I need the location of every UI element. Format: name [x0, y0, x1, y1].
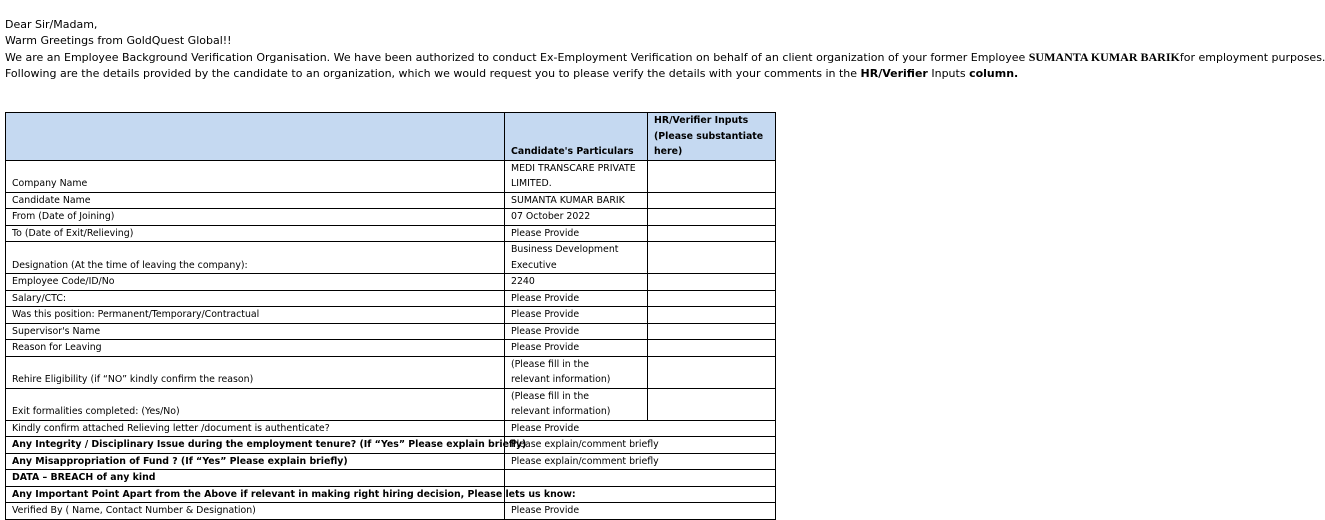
intro-line-1-suffix: for employment purposes.	[1179, 51, 1325, 64]
header-label-cell	[6, 113, 505, 161]
row-label: Kindly confirm attached Relieving letter /document is authenticate?	[6, 420, 505, 437]
table-row	[6, 453, 776, 470]
verifier-input-cell[interactable]	[648, 307, 776, 324]
verifier-input-cell[interactable]	[648, 323, 776, 340]
table-row	[6, 437, 776, 454]
header-verifier-line-2: (Please substantiate	[654, 130, 764, 142]
row-value-line-2: Executive	[511, 259, 557, 271]
row-value-line-2: relevant information)	[511, 406, 611, 417]
row-value: Please Provide	[505, 290, 648, 307]
row-value: Please Provide	[505, 503, 776, 520]
verifier-input-cell[interactable]	[648, 160, 776, 192]
intro-line-2-bold: HR/Verifier	[860, 67, 928, 80]
table-row	[6, 225, 776, 242]
row-value: Please explain/comment briefly	[505, 437, 776, 454]
verifier-input-cell[interactable]	[648, 274, 776, 291]
row-value-line-1: MEDI TRANSCARE PRIVATE	[511, 162, 636, 174]
table-header-row	[6, 113, 776, 161]
table-row	[6, 209, 776, 226]
table-row	[6, 503, 776, 520]
verifier-input-cell[interactable]	[648, 356, 776, 388]
row-label: Was this position: Permanent/Temporary/Contractual	[6, 307, 505, 324]
table-row	[6, 470, 776, 487]
row-label: Reason for Leaving	[6, 340, 505, 357]
row-value: 2240	[505, 274, 648, 291]
table-row	[6, 356, 776, 388]
table-row	[6, 274, 776, 291]
row-value-line-2: relevant information)	[511, 374, 611, 385]
greeting: Warm Greetings from GoldQuest Global!!	[5, 34, 232, 47]
row-value	[505, 242, 648, 274]
row-label: Salary/CTC:	[6, 290, 505, 307]
row-value: Please explain/comment briefly	[505, 453, 776, 470]
header-particulars: Candidate's Particulars	[505, 113, 648, 161]
row-value-line-1: (Please fill in the	[511, 390, 590, 402]
row-value	[505, 388, 648, 420]
row-label: From (Date of Joining)	[6, 209, 505, 226]
verifier-input-cell[interactable]	[648, 225, 776, 242]
row-value	[505, 160, 648, 192]
table-row	[6, 192, 776, 209]
row-value: Please Provide	[505, 420, 776, 437]
row-value-line-2: LIMITED.	[511, 178, 552, 189]
verifier-input-cell[interactable]	[648, 209, 776, 226]
row-value-line-1: (Please fill in the	[511, 358, 590, 370]
row-label: Any Misappropriation of Fund ? (If “Yes” Please explain briefly)	[6, 453, 505, 470]
salutation: Dear Sir/Madam,	[5, 18, 98, 31]
table-row	[6, 290, 776, 307]
row-value-line-1: Business Development	[511, 244, 619, 255]
row-label: Company Name	[6, 160, 505, 192]
row-label: Any Integrity / Disciplinary Issue during the employment tenure? (If “Yes” Please explain briefly)	[6, 437, 505, 454]
row-label: Candidate Name	[6, 192, 505, 209]
table-row	[6, 340, 776, 357]
row-value: Please Provide	[505, 340, 648, 357]
row-label: Verified By ( Name, Contact Number & Designation)	[6, 503, 505, 520]
row-label: Rehire Eligibility (if “NO” kindly confirm the reason)	[6, 356, 505, 388]
row-value[interactable]	[505, 470, 776, 487]
table-row	[6, 420, 776, 437]
header-verifier-line-3: here)	[654, 146, 683, 157]
table-row	[6, 307, 776, 324]
verifier-input-cell[interactable]	[648, 192, 776, 209]
row-value: 07 October 2022	[505, 209, 648, 226]
verifier-input-cell[interactable]	[648, 242, 776, 274]
table-row	[6, 486, 776, 503]
table-row	[6, 242, 776, 274]
intro-line-2	[5, 66, 1193, 82]
intro-line-2-end: column.	[969, 67, 1019, 80]
intro-line-1	[5, 49, 1325, 66]
row-value: Please Provide	[505, 307, 648, 324]
row-value: Please Provide	[505, 225, 648, 242]
intro-line-2-prefix: Following are the details provided by the candidate to an organization, which we would request you to please verify the details with your comments in the	[5, 67, 861, 80]
candidate-name: SUMANTA KUMAR BARIK	[1028, 50, 1180, 64]
row-label: Any Important Point Apart from the Above if relevant in making right hiring decision, Please lets us know:	[6, 486, 505, 503]
row-value: SUMANTA KUMAR BARIK	[505, 192, 648, 209]
verifier-input-cell[interactable]	[648, 340, 776, 357]
table-row	[6, 323, 776, 340]
row-value: Please Provide	[505, 323, 648, 340]
row-label: To (Date of Exit/Relieving)	[6, 225, 505, 242]
intro-line-2-mid: Inputs	[927, 67, 970, 80]
row-label: Supervisor's Name	[6, 323, 505, 340]
letter-intro	[5, 17, 1325, 82]
intro-line-1-prefix: We are an Employee Background Verification Organisation. We have been authorized to conduct Ex-Employment Verification on behalf of an client organization of your former Employee	[5, 51, 1029, 64]
verification-table	[5, 112, 776, 520]
verifier-input-cell[interactable]	[648, 290, 776, 307]
row-label: Employee Code/ID/No	[6, 274, 505, 291]
table-row	[6, 388, 776, 420]
header-verifier-inputs	[648, 113, 776, 161]
header-verifier-line-1: HR/Verifier Inputs	[654, 115, 749, 126]
row-label: Designation (At the time of leaving the company):	[6, 242, 505, 274]
row-label: DATA – BREACH of any kind	[6, 470, 505, 487]
row-label: Exit formalities completed: (Yes/No)	[6, 388, 505, 420]
verifier-input-cell[interactable]	[648, 388, 776, 420]
row-value	[505, 356, 648, 388]
table-row	[6, 160, 776, 192]
